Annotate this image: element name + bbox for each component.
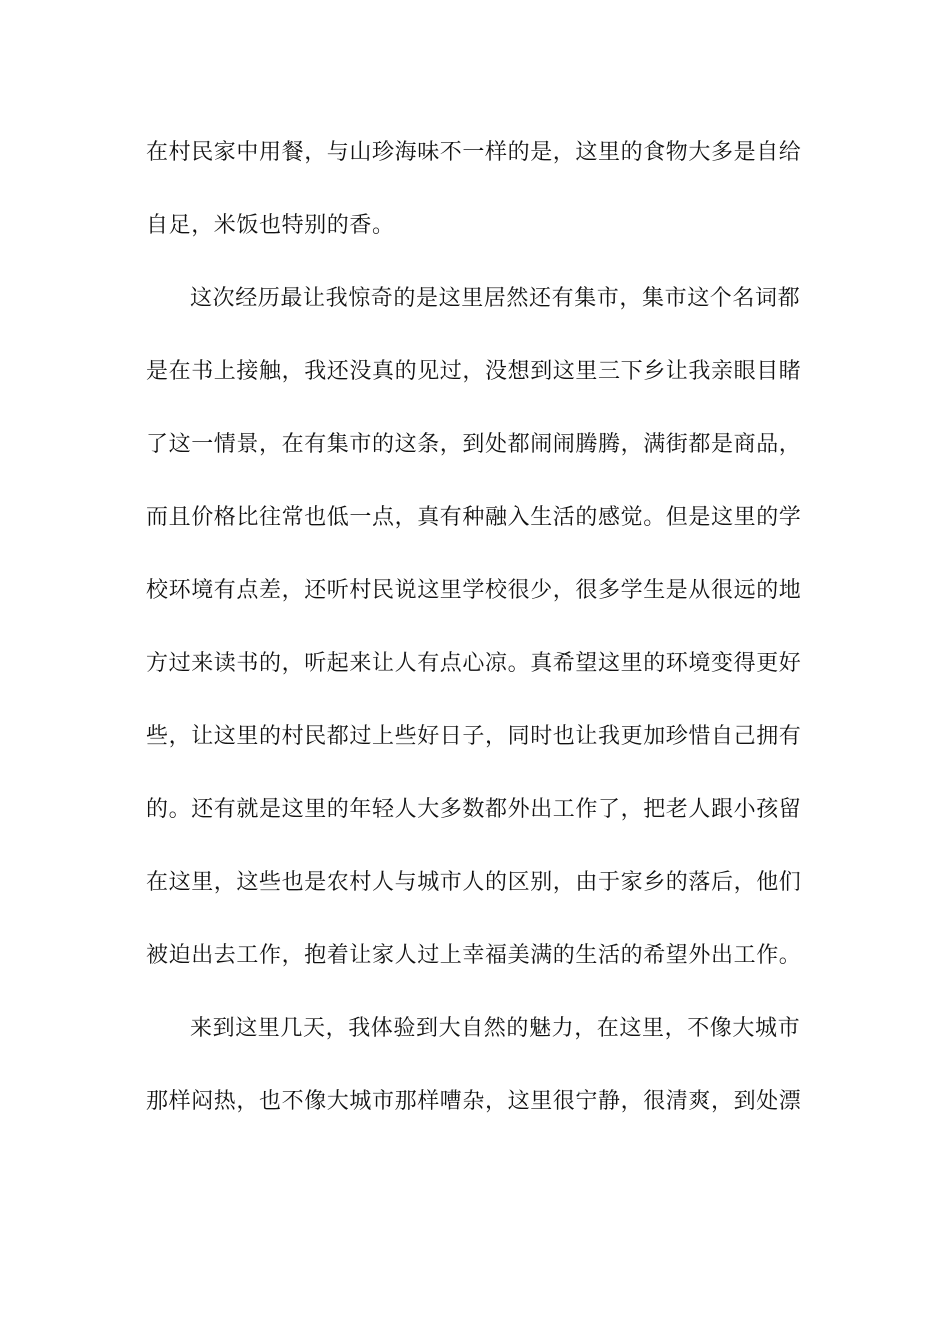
text-line: 是在书上接触，我还没真的见过，没想到这里三下乡让我亲眼目睹 bbox=[146, 359, 802, 384]
text-line: 些，让这里的村民都过上些好日子，同时也让我更加珍惜自己拥有 bbox=[146, 724, 802, 749]
text-line: 了这一情景，在有集市的这条，到处都闹闹腾腾，满街都是商品， bbox=[146, 432, 802, 457]
text-line: 自足，米饭也特别的香。 bbox=[146, 213, 395, 238]
text-line: 校环境有点差，还听村民说这里学校很少，很多学生是从很远的地 bbox=[146, 578, 802, 603]
paragraph-start-line: 来到这里几天，我体验到大自然的魅力，在这里，不像大城市 bbox=[190, 1016, 801, 1041]
text-line: 的。还有就是这里的年轻人大多数都外出工作了，把老人跟小孩留 bbox=[146, 797, 802, 822]
text-line: 在村民家中用餐，与山珍海味不一样的是，这里的食物大多是自给 bbox=[146, 140, 802, 165]
text-line: 被迫出去工作，抱着让家人过上幸福美满的生活的希望外出工作。 bbox=[146, 943, 802, 968]
text-line: 而且价格比往常也低一点，真有种融入生活的感觉。但是这里的学 bbox=[146, 505, 802, 530]
document-body bbox=[146, 128, 808, 1150]
text-line: 那样闷热，也不像大城市那样嘈杂，这里很宁静，很清爽，到处漂 bbox=[146, 1089, 802, 1114]
text-line: 方过来读书的，听起来让人有点心凉。真希望这里的环境变得更好 bbox=[146, 651, 802, 676]
paragraph-start-line: 这次经历最让我惊奇的是这里居然还有集市，集市这个名词都 bbox=[190, 286, 801, 311]
text-line: 在这里，这些也是农村人与城市人的区别，由于家乡的落后，他们 bbox=[146, 870, 802, 895]
